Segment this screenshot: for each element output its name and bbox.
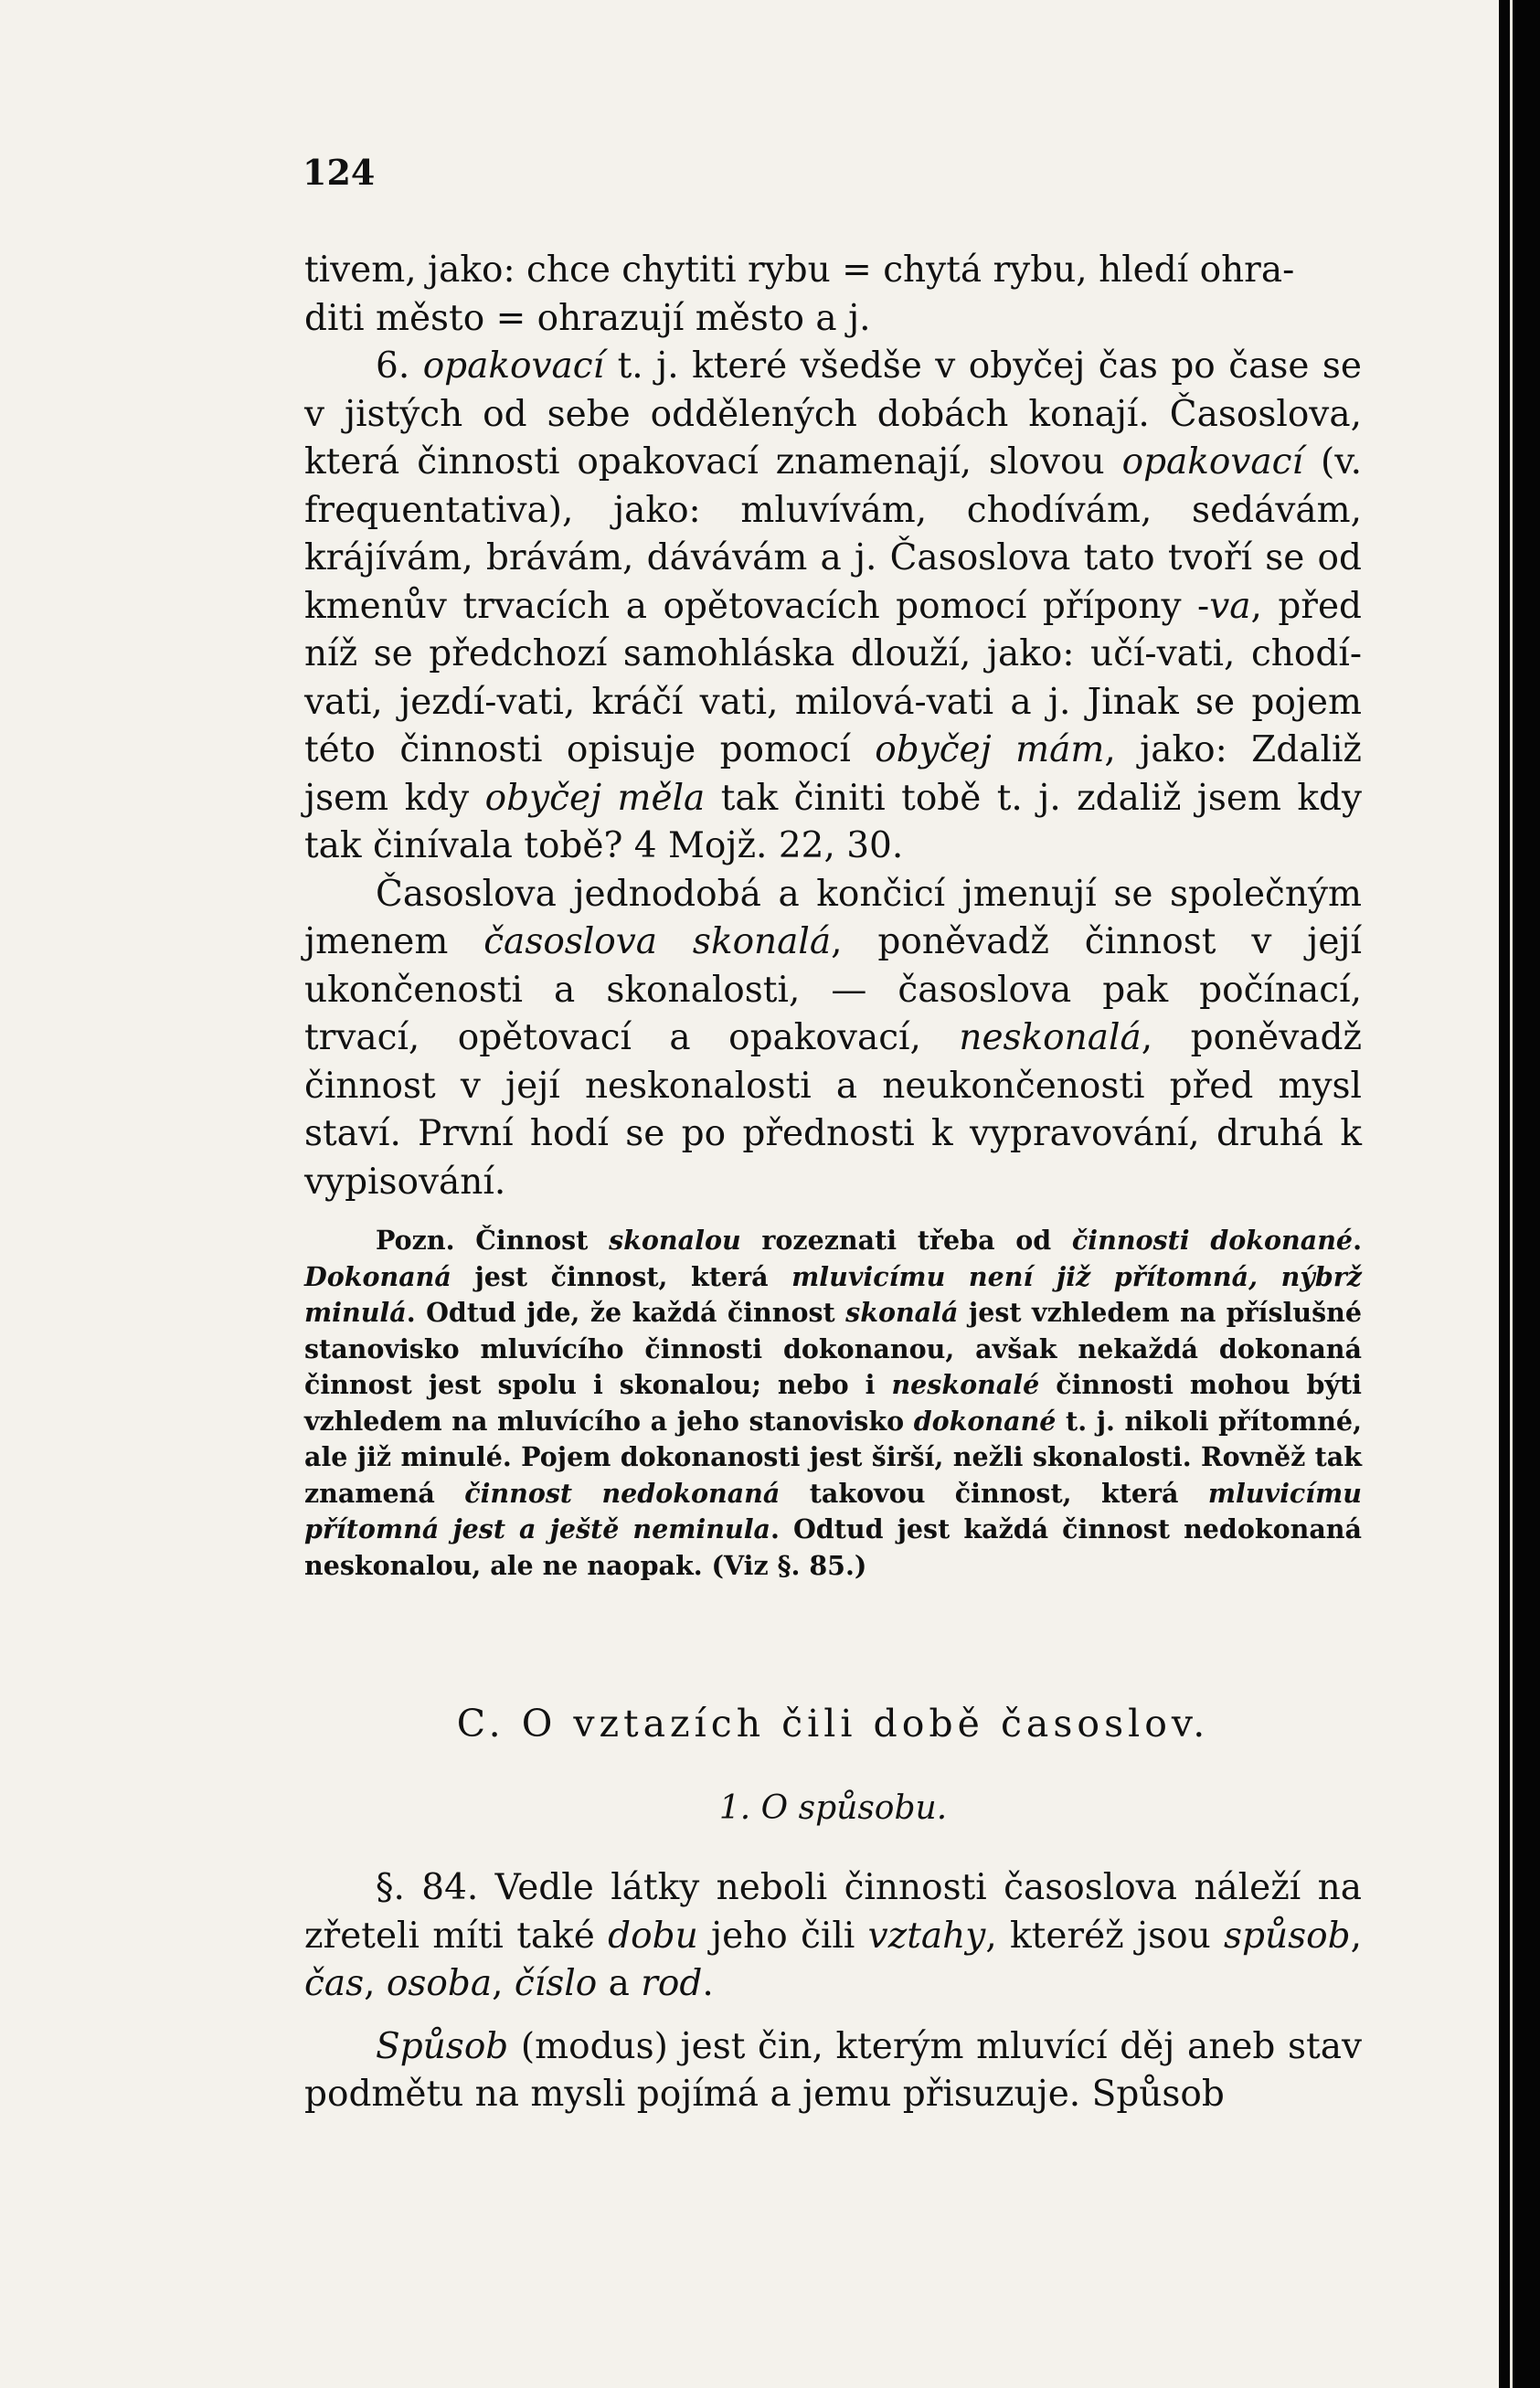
scan-edge-line	[1510, 0, 1513, 2388]
italic-term: dobu	[608, 1915, 698, 1957]
italic-term: rod	[641, 1963, 703, 2004]
italic-term: dokonané	[913, 1405, 1057, 1437]
italic-term: spůsob	[1224, 1915, 1351, 1957]
italic-term: opakovací	[422, 345, 605, 387]
paragraph-sposob	[304, 2023, 1362, 2119]
text-run: §. 84. Vedle látky neboli činnosti časoslova náleží na zřeteli míti také	[304, 1867, 1362, 1957]
scan-dark-edge	[1499, 0, 1540, 2388]
text-run: jest vzhledem na příslušné stanovisko mluvícího činnosti dokonanou, avšak nekaždá dokonaná činnost jest spolu i skonalou; nebo i	[304, 1297, 1362, 1400]
section-text-block	[304, 1864, 1362, 2119]
paragraph-skonala	[304, 871, 1362, 1207]
text-run: Časoslova jednodobá a končicí jmenují se společným jmenem	[304, 873, 1362, 962]
text-run: rozeznati třeba od	[740, 1225, 1072, 1256]
footnote-pozn	[304, 1223, 1362, 1584]
text-run: jest činnost, která	[451, 1260, 792, 1292]
text-run: činnosti mohou býti vzhledem na mluvícího a jeho stanovisko	[304, 1369, 1362, 1437]
text-run: t. j. nikoli přítomné, ale již minulé. Pojem dokonanosti jest širší, nežli skonalosti. Rovněž tak znamená	[304, 1405, 1362, 1509]
italic-term: činnosti dokonané	[1071, 1225, 1354, 1256]
italic-term: neskonalá	[959, 1017, 1142, 1058]
paragraph-opakovaci	[304, 343, 1362, 871]
text-run: a	[597, 1963, 642, 2004]
text-run: .	[702, 1963, 714, 2004]
text-run: 6.	[376, 345, 423, 387]
italic-term: Dokonaná	[304, 1260, 451, 1292]
text-run: takovou činnost, která	[780, 1477, 1208, 1509]
italic-term: mluvicímu přítomná jest a ještě neminula	[304, 1477, 1362, 1544]
text-run: ,	[364, 1963, 387, 2004]
page-number: 124	[303, 152, 376, 193]
italic-term: časoslova skonalá	[483, 921, 832, 962]
italic-term: osoba	[386, 1963, 493, 2004]
text-line: diti město = ohrazují město a j.	[304, 297, 871, 339]
italic-term: Spůsob	[376, 2025, 509, 2067]
subsection-heading: 1. O spůsobu.	[718, 1789, 948, 1827]
section-heading: C. O vztazích čili době časoslov.	[456, 1702, 1210, 1746]
text-run: , kteréž jsou	[985, 1915, 1225, 1957]
text-run: ,	[1350, 1915, 1362, 1957]
text-run: tak činiti tobě t. j. zdaliž jsem kdy tak činívala tobě? 4 Mojž. 22, 30.	[304, 777, 1362, 866]
main-text-block	[304, 247, 1362, 1584]
paragraph-84	[304, 1864, 1362, 2009]
text-run: . Odtud jde, že každá činnost	[406, 1297, 846, 1328]
text-run: (v. frequentativa), jako: mluvívám, chodívám, sedávám, krájívám, brávám, dávávám a j. Časoslova tato tvoří se od kmenův trvacích a opětovacích pomocí přípony -	[304, 441, 1362, 627]
italic-term: obyčej měla	[484, 777, 706, 819]
paragraph-continuation	[304, 247, 1362, 343]
text-run: . Odtud jest každá činnost nedokonaná neskonalou, ale ne naopak. (Viz §. 85.)	[304, 1513, 1362, 1581]
italic-term: mluvicímu není již přítomná, nýbrž minulá	[304, 1260, 1362, 1328]
italic-term: činnost nedokonaná	[464, 1477, 781, 1509]
text-line: tivem, jako: chce chytiti rybu = chytá rybu, hledí ohra-	[304, 249, 1295, 291]
text-run: t. j. které všedše v obyčej čas po čase se v jistých od sebe oddělených dobách konají. Časoslova, která činnosti opakovací znamenají, slovou	[304, 345, 1363, 483]
text-run: jeho čili	[697, 1915, 868, 1957]
italic-term: obyčej mám	[875, 729, 1105, 770]
text-run: , poněvadž činnost v její ukončenosti a skonalosti, — časoslova pak počínací, trvací, opětovací a opakovací,	[304, 921, 1362, 1058]
text-run: , před níž se předchozí samohláska dlouží, jako: učí-vati, chodí-vati, jezdí-vati, kráčí vati, milová-vati a j. Jinak se pojem této činnosti opisuje pomocí	[304, 585, 1362, 770]
text-run: .	[1353, 1225, 1362, 1256]
italic-term: skonalou	[609, 1225, 741, 1256]
italic-term: skonalá	[845, 1297, 959, 1328]
italic-term: opakovací	[1121, 441, 1304, 483]
italic-term: neskonalé	[891, 1369, 1040, 1400]
text-run: Pozn. Činnost	[376, 1225, 610, 1256]
text-run: , jako: Zdaliž jsem kdy	[304, 729, 1362, 819]
text-run: (modus) jest čin, kterým mluvící děj aneb stav podmětu na mysli pojímá a jemu přisuzuje. Spůsob	[304, 2025, 1362, 2115]
text-run: , poněvadž činnost v její neskonalosti a neukončenosti před mysl staví. První hodí se po přednosti k vypravování, druhá k vypisování.	[304, 1017, 1363, 1203]
italic-term: číslo	[514, 1963, 598, 2004]
text-run: ,	[492, 1963, 515, 2004]
italic-term: vztahy	[867, 1915, 986, 1957]
italic-term: čas	[304, 1963, 365, 2004]
italic-term: va	[1209, 585, 1251, 627]
